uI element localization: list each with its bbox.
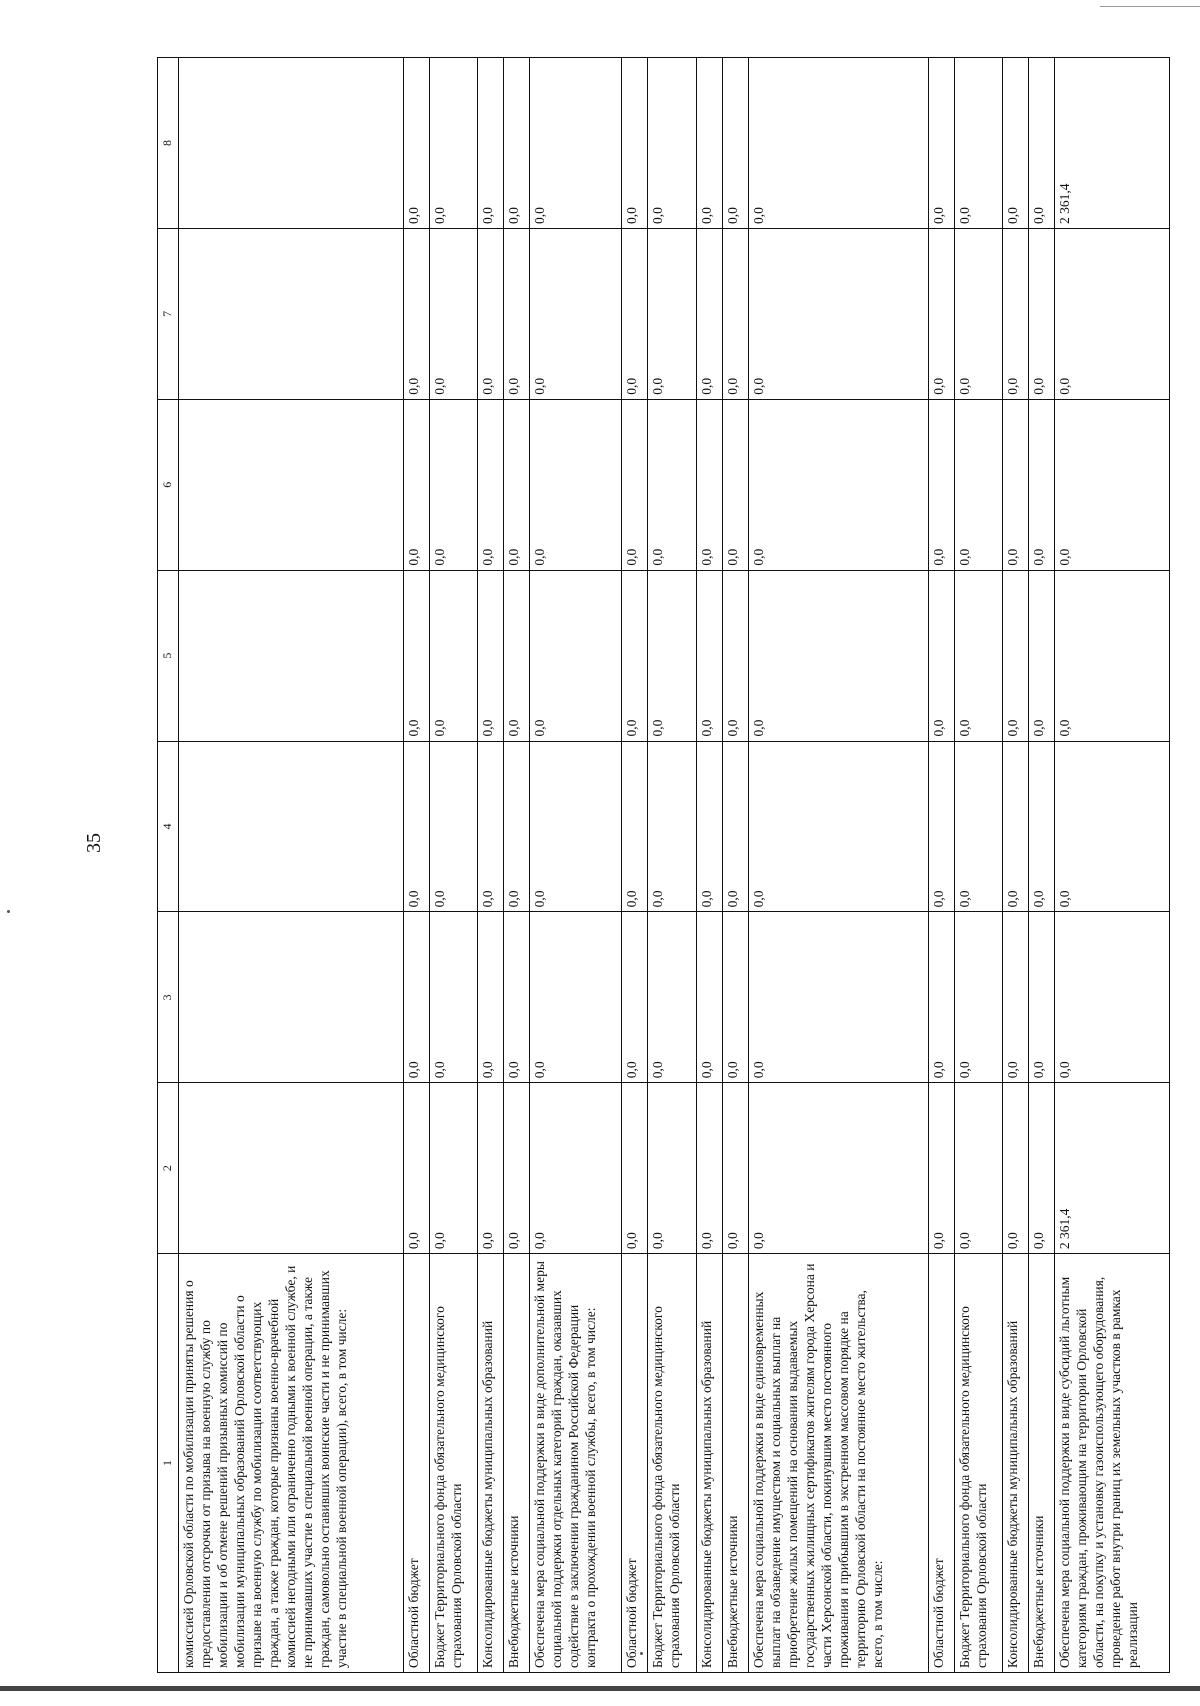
row-value: 0,0 [955,1083,1003,1254]
row-value: 0,0 [722,399,748,570]
page-number: 35 [83,833,105,853]
row-value: 0,0 [722,912,748,1083]
row-value: 0,0 [478,570,504,741]
row-value [179,228,404,399]
row-value: 0,0 [622,1083,648,1254]
row-value: 0,0 [403,399,429,570]
row-value: 0,0 [530,228,622,399]
row-value: 0,0 [929,741,955,912]
row-value: 0,0 [504,399,530,570]
row-value: 0,0 [748,912,929,1083]
row-value [179,741,404,912]
row-value [179,570,404,741]
row-value: 0,0 [530,1083,622,1254]
row-label: Консолидированные бюджеты муниципальных образований [1003,1254,1029,1673]
row-value: 0,0 [1055,228,1170,399]
row-value: 0,0 [696,1083,722,1254]
row-value: 0,0 [530,912,622,1083]
row-value: 2 361,4 [1055,58,1170,229]
row-value: 0,0 [1003,741,1029,912]
row-value: 0,0 [478,741,504,912]
column-header: 6 [158,399,179,570]
row-value: 0,0 [955,228,1003,399]
row-label: Консолидированные бюджеты муниципальных образований [478,1254,504,1673]
rotated-table-container [157,57,1170,1673]
row-value: 0,0 [403,58,429,229]
row-value: 0,0 [622,570,648,741]
row-value: 0,0 [722,570,748,741]
table-row [955,58,1003,1673]
row-value: 0,0 [748,1083,929,1254]
row-value: 0,0 [696,912,722,1083]
row-value: 0,0 [929,570,955,741]
row-value: 0,0 [403,1083,429,1254]
row-value: 0,0 [748,570,929,741]
table-row [722,58,748,1673]
row-value: 2 361,4 [1055,1083,1170,1254]
table-row [429,58,477,1673]
row-value: 0,0 [403,228,429,399]
row-value: 0,0 [1029,741,1055,912]
row-value: 0,0 [648,741,696,912]
table-row [530,58,622,1673]
row-value: 0,0 [696,399,722,570]
row-value: 0,0 [429,741,477,912]
row-value: 0,0 [504,741,530,912]
row-value: 0,0 [478,228,504,399]
budget-table [157,57,1170,1673]
row-value: 0,0 [929,228,955,399]
row-value: 0,0 [1003,58,1029,229]
row-value: 0,0 [648,912,696,1083]
row-value: 0,0 [1029,58,1055,229]
row-value: 0,0 [1055,570,1170,741]
row-value: 0,0 [622,399,648,570]
row-value: 0,0 [955,58,1003,229]
row-value: 0,0 [955,912,1003,1083]
row-value: 0,0 [530,570,622,741]
table-row [179,58,404,1673]
row-label: Бюджет Территориального фонда обязательного медицинского страхования Орловской области [429,1254,477,1673]
row-label: Обеспечена мера социальной поддержки в виде дополнительной меры социальной поддержки отдельных категорий граждан, оказавших содействие в заключении гражданином Российской Федерации контракта о прохождении военной службы, всего, в том числе: [530,1254,622,1673]
row-value: 0,0 [478,912,504,1083]
row-value: 0,0 [403,741,429,912]
table-row [1003,58,1029,1673]
row-label: Бюджет Территориального фонда обязательного медицинского страхования Орловской области [648,1254,696,1673]
row-value: 0,0 [1055,741,1170,912]
row-value: 0,0 [929,58,955,229]
row-value: 0,0 [429,912,477,1083]
table-row [403,58,429,1673]
column-header: 7 [158,228,179,399]
row-value: 0,0 [648,399,696,570]
row-value: 0,0 [696,570,722,741]
row-value: 0,0 [722,1083,748,1254]
row-label: Областной бюджет [622,1254,648,1673]
row-value: 0,0 [955,741,1003,912]
row-value: 0,0 [1003,1083,1029,1254]
table-row [1055,58,1170,1673]
row-value [179,58,404,229]
row-value: 0,0 [429,228,477,399]
row-label: Обеспечена мера социальной поддержки в виде единовременных выплат на обзаведение имуществом и социальных выплат на приобретение жилых помещений на основании выдаваемых государственных жилищных сертификатов жителям города Херсона и части Херсонской области, покинувшим место постоянного проживания и прибывшим в экстренном массовом порядке на территорию Орловской области на постоянное место жительства, всего, в том числе: [748,1254,929,1673]
row-label: Внебюджетные источники [1029,1254,1055,1673]
row-label: Консолидированные бюджеты муниципальных образований [696,1254,722,1673]
table-row [478,58,504,1673]
row-value: 0,0 [696,741,722,912]
row-value: 0,0 [748,58,929,229]
row-value [179,1083,404,1254]
row-value: 0,0 [478,1083,504,1254]
scan-edge-line [1100,6,1200,7]
column-number-row [158,58,179,1673]
row-label: Областной бюджет [929,1254,955,1673]
row-value: 0,0 [955,399,1003,570]
row-value: 0,0 [429,399,477,570]
row-value: 0,0 [1003,399,1029,570]
table-row [696,58,722,1673]
row-value: 0,0 [929,399,955,570]
row-value: 0,0 [696,58,722,229]
row-value: 0,0 [1003,570,1029,741]
row-label: Обеспечена мера социальной поддержки в виде субсидий льготным категориям граждан, проживающим на территории Орловской области, на покупку и установку газоиспользующего оборудования, проведение работ внутри границ их земельных участков в рамках реализации [1055,1254,1170,1673]
row-value: 0,0 [530,399,622,570]
row-value: 0,0 [648,570,696,741]
scan-speck [7,910,10,913]
row-value: 0,0 [722,228,748,399]
column-header: 5 [158,570,179,741]
row-value: 0,0 [722,741,748,912]
row-value: 0,0 [1029,912,1055,1083]
table-row [648,58,696,1673]
column-header: 8 [158,58,179,229]
row-value [179,912,404,1083]
row-value: 0,0 [929,912,955,1083]
row-value: 0,0 [478,399,504,570]
table-row [622,58,648,1673]
row-label: Внебюджетные источники [722,1254,748,1673]
row-value: 0,0 [1029,228,1055,399]
row-label: Внебюджетные источники [504,1254,530,1673]
row-value: 0,0 [403,912,429,1083]
row-value: 0,0 [504,1083,530,1254]
row-value: 0,0 [1003,912,1029,1083]
column-header: 3 [158,912,179,1083]
row-label: комиссией Орловской области по мобилизации приняты решения о предоставлении отсрочки от призыва на военную службу по мобилизации и об отмене решений призывных комиссий по мобилизации муниципальных образований Орловской области о призыве на военную службу по мобилизации соответствующих граждан, а также граждан, которые признаны военно-врачебной комиссией негодными или ограниченно годными к военной службе, и не принимавших участие в специальной военной операции, а также граждан, самовольно оставивших воинские части и не принимавших участие в специальной военной операции), всего, в том числе: [179,1254,404,1673]
row-value: 0,0 [1029,399,1055,570]
table-row [1029,58,1055,1673]
row-value: 0,0 [929,1083,955,1254]
row-value: 0,0 [429,58,477,229]
table-row [504,58,530,1673]
row-label: Бюджет Территориального фонда обязательного медицинского страхования Орловской области [955,1254,1003,1673]
row-value: 0,0 [504,570,530,741]
row-value: 0,0 [648,1083,696,1254]
row-value: 0,0 [530,58,622,229]
table-body [179,58,1170,1673]
row-value: 0,0 [504,228,530,399]
scan-edge-line [0,1686,1200,1691]
row-value: 0,0 [648,228,696,399]
row-value: 0,0 [530,741,622,912]
row-value: 0,0 [955,570,1003,741]
row-value: 0,0 [696,228,722,399]
row-value: 0,0 [1003,228,1029,399]
table-row [748,58,929,1673]
row-value: 0,0 [622,228,648,399]
table-row [929,58,955,1673]
row-value [179,399,404,570]
row-value: 0,0 [722,58,748,229]
row-value: 0,0 [622,58,648,229]
row-value: 0,0 [748,228,929,399]
column-header: 1 [158,1254,179,1673]
row-value: 0,0 [478,58,504,229]
row-value: 0,0 [648,58,696,229]
row-value: 0,0 [1029,1083,1055,1254]
row-value: 0,0 [403,570,429,741]
row-label: Областной бюджет [403,1254,429,1673]
row-value: 0,0 [1055,399,1170,570]
row-value: 0,0 [429,570,477,741]
row-value: 0,0 [1029,570,1055,741]
row-value: 0,0 [504,58,530,229]
row-value: 0,0 [622,912,648,1083]
column-header: 4 [158,741,179,912]
column-header: 2 [158,1083,179,1254]
row-value: 0,0 [504,912,530,1083]
row-value: 0,0 [622,741,648,912]
row-value: 0,0 [748,741,929,912]
row-value: 0,0 [1055,912,1170,1083]
row-value: 0,0 [748,399,929,570]
row-value: 0,0 [429,1083,477,1254]
